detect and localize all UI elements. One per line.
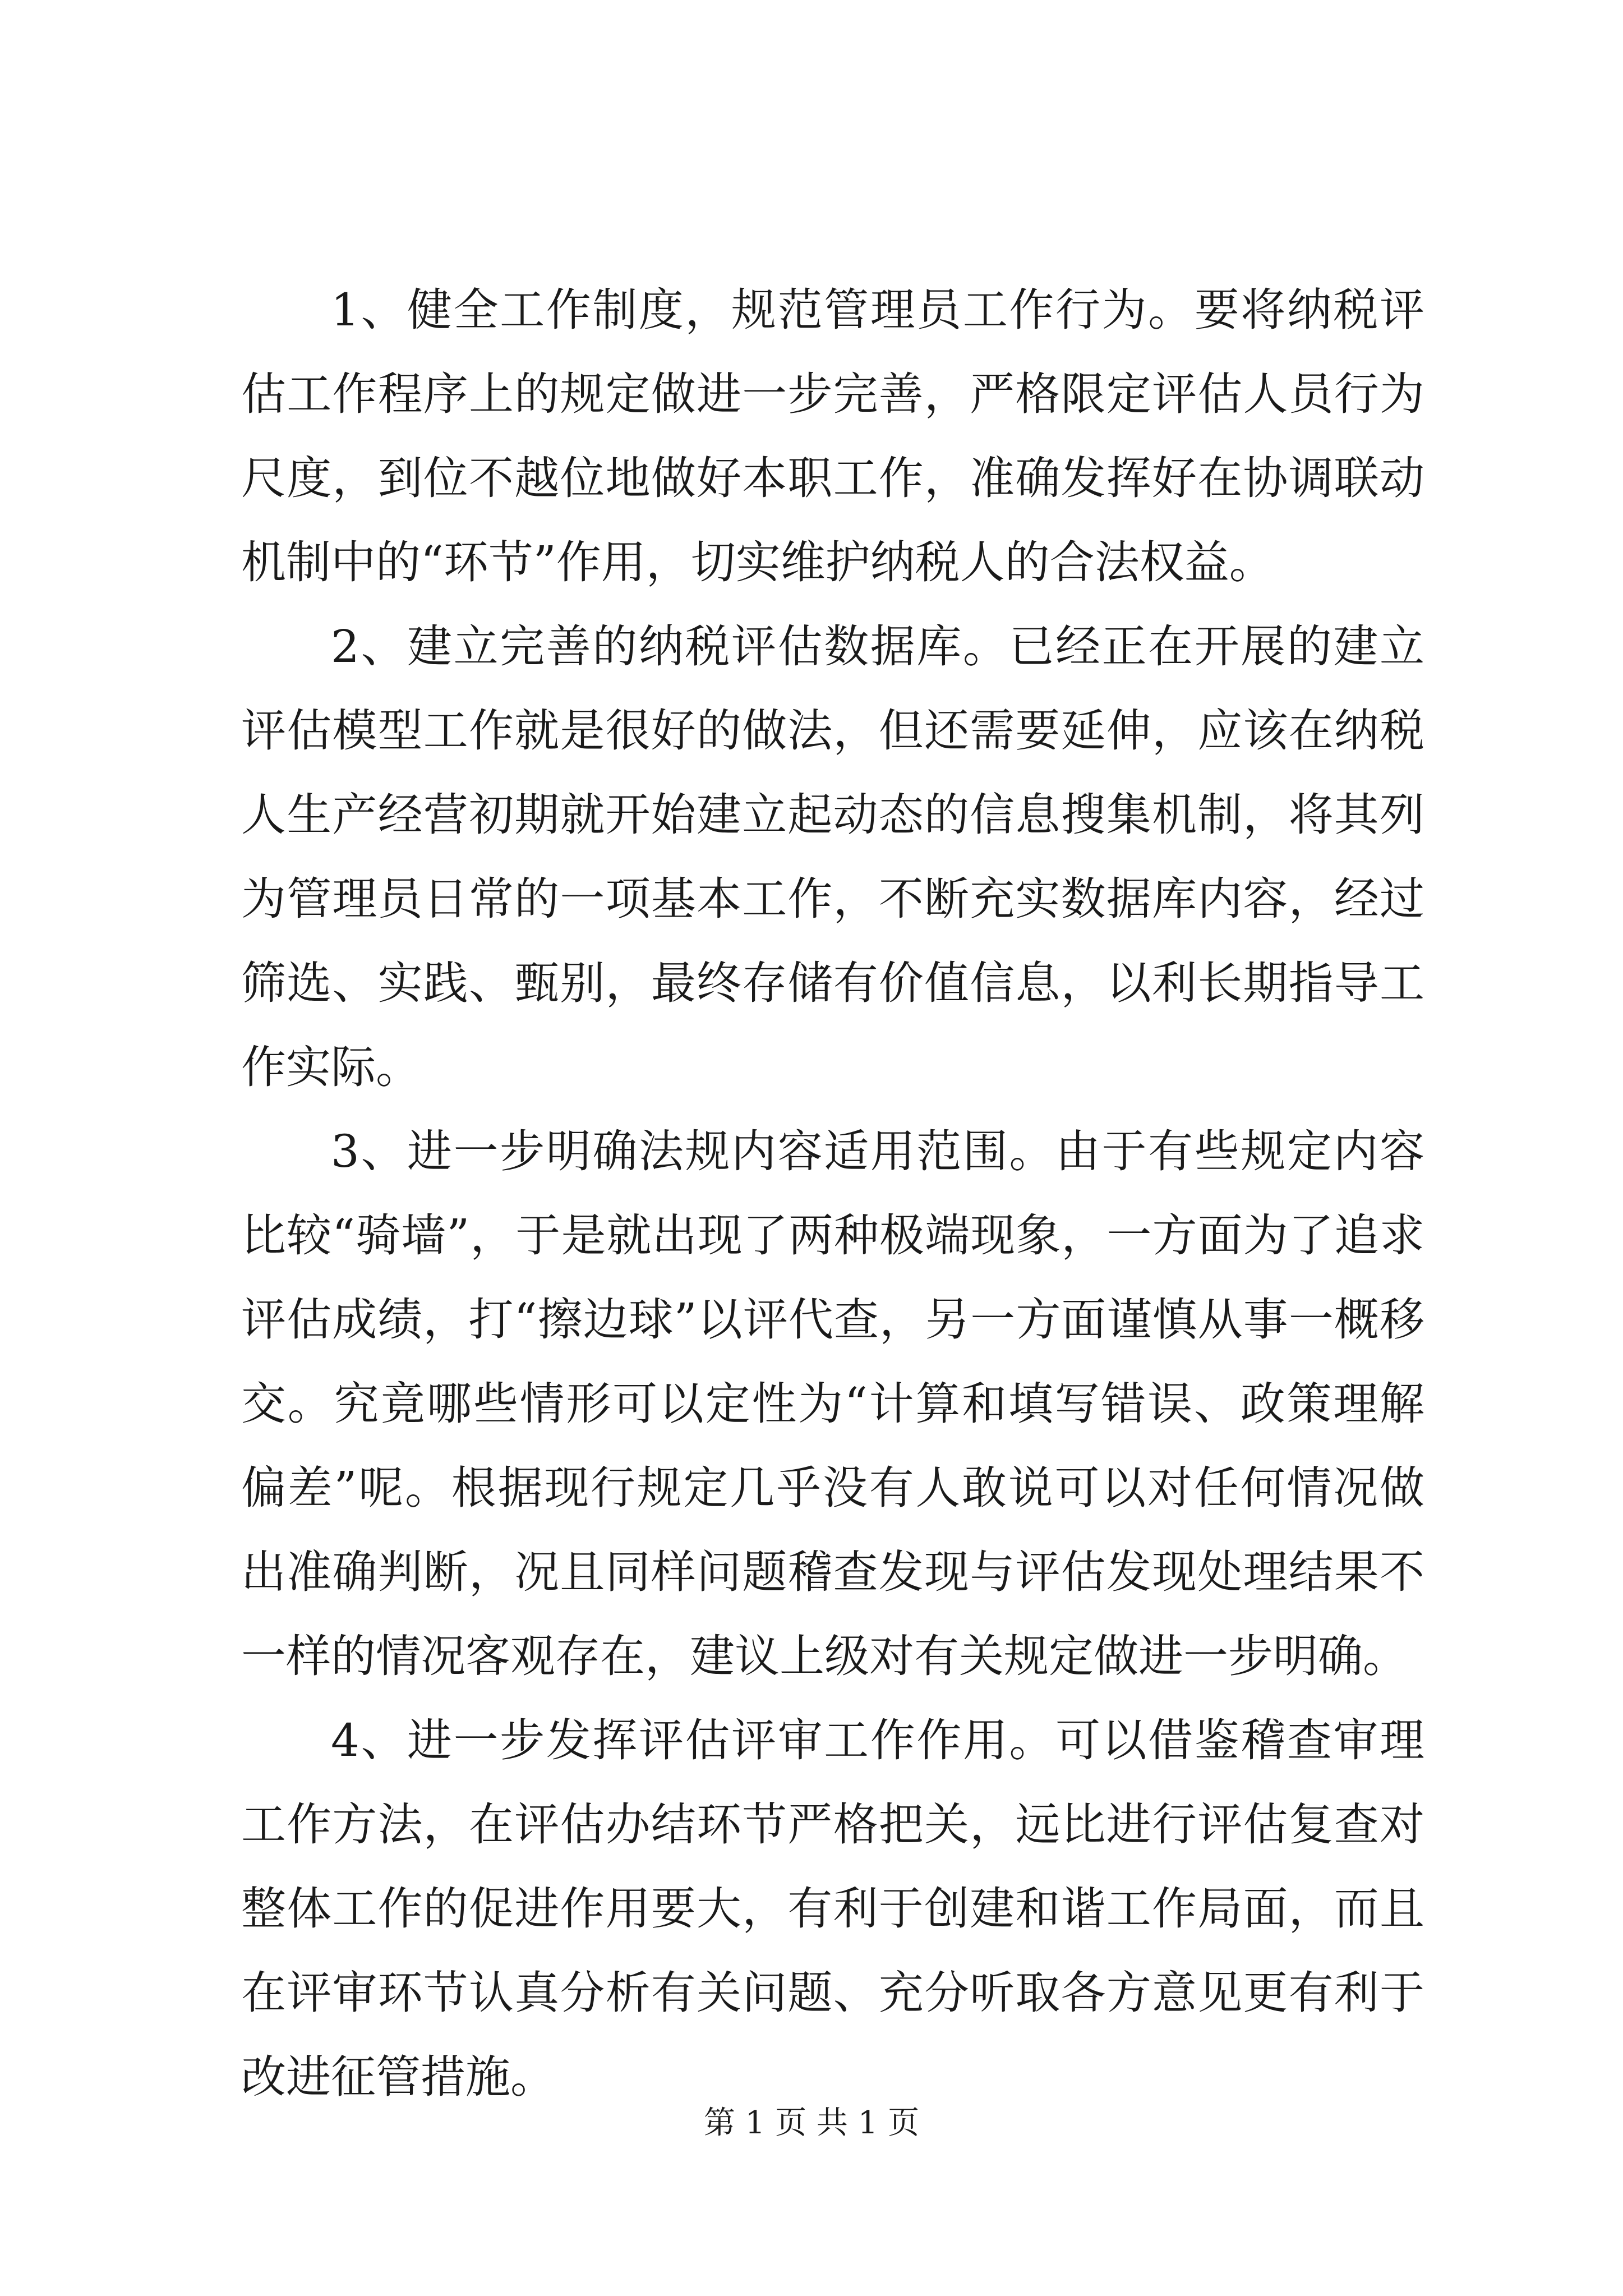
document-body xyxy=(241,268,1424,2119)
paragraph-2: 2、建立完善的纳税评估数据库。已经正在开展的建立评估模型工作就是很好的做法，但还需要延伸，应该在纳税人生产经营初期就开始建立起动态的信息搜集机制，将其列为管理员日常的一项基本工作，不断充实数据库内容，经过筛选、实践、甄别，最终存储有价值信息，以利长期指导工作实际。 xyxy=(241,620,1424,1093)
paragraph-4: 4、进一步发挥评估评审工作作用。可以借鉴稽查审理工作方法，在评估办结环节严格把关，远比进行评估复查对整体工作的促进作用要大，有利于创建和谐工作局面，而且在评审环节认真分析有关问题、充分听取各方意见更有利于改进征管措施。 xyxy=(241,1714,1424,2103)
paragraph-3: 3、进一步明确法规内容适用范围。由于有些规定内容比较“骑墙”，于是就出现了两种极端现象，一方面为了追求评估成绩，打“擦边球”以评代查，另一方面谨慎从事一概移交。究竟哪些情形可以定性为“计算和填写错误、政策理解偏差”呢。根据现行规定几乎没有人敢说可以对任何情况做出准确判断，况且同样问题稽查发现与评估发现处理结果不一样的情况客观存在，建议上级对有关规定做进一步明确。 xyxy=(241,1125,1424,1682)
page-footer: 第 1 页 共 1 页 xyxy=(703,2105,920,2141)
paragraph-1: 1、健全工作制度，规范管理员工作行为。要将纳税评估工作程序上的规定做进一步完善，严格限定评估人员行为尺度，到位不越位地做好本职工作，准确发挥好在协调联动机制中的“环节”作用，切实维护纳税人的合法权益。 xyxy=(241,284,1424,588)
